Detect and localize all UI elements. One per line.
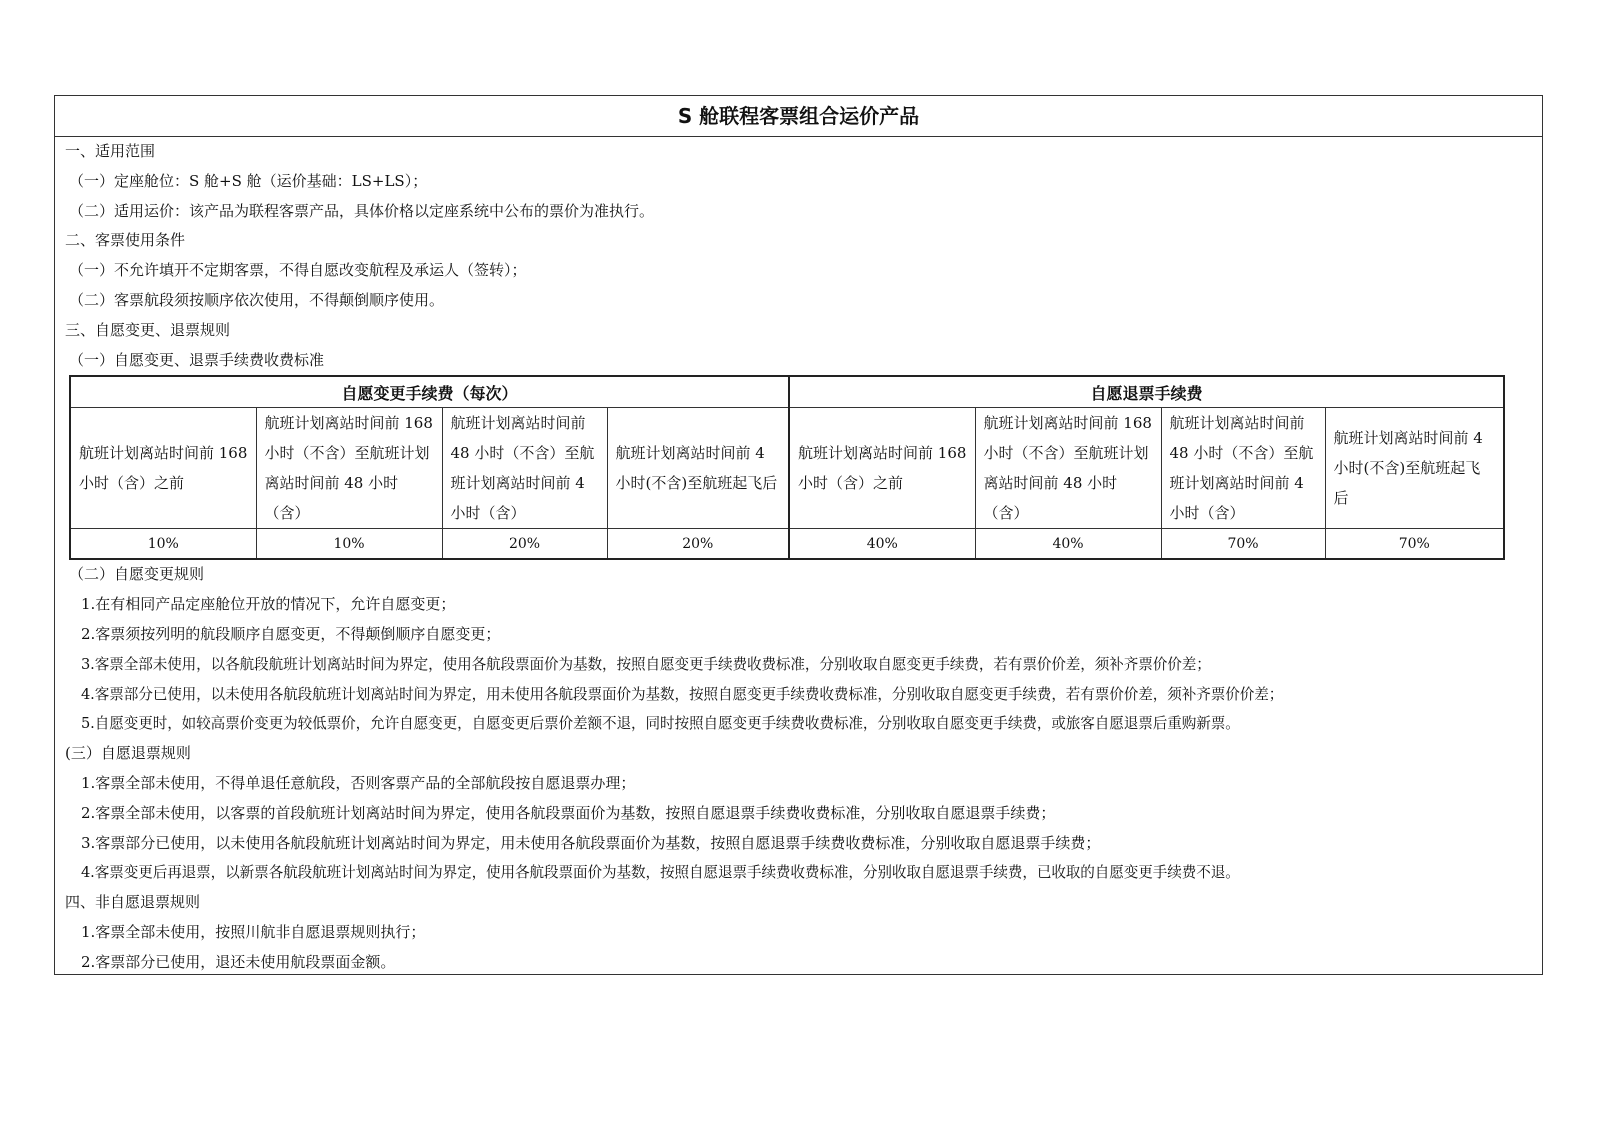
scope-item: （二）适用运价：该产品为联程客票产品，具体价格以定座系统中公布的票价为准执行。 [69, 201, 655, 220]
fee-rate-cell: 40% [789, 529, 975, 560]
fee-rate-cell: 70% [1161, 529, 1325, 560]
fee-condition-cell: 航班计划离站时间前 48 小时（不含）至航班计划离站时间前 4 小时（含） [1161, 408, 1325, 529]
refund-rule-item: 4.客票变更后再退票，以新票各航段航班计划离站时间为界定，使用各航段票面价为基数，按照自愿退票手续费收费标准，分别收取自愿退票手续费，已收取的自愿变更手续费不退。 [81, 864, 1240, 882]
scope-item: （一）定座舱位：S 舱+S 舱（运价基础：LS+LS）； [69, 171, 428, 190]
fare-product-document [54, 95, 1543, 975]
document-title: S 舱联程客票组合运价产品 [55, 96, 1542, 137]
change-rule-item: 3.客票全部未使用，以各航段航班计划离站时间为界定，使用各航段票面价为基数，按照自愿变更手续费收费标准，分别收取自愿变更手续费，若有票价价差，须补齐票价价差； [81, 655, 1211, 673]
section-heading-involuntary: 四、非自愿退票规则 [65, 893, 201, 912]
fee-condition-cell: 航班计划离站时间前 4 小时(不含)至航班起飞后 [607, 408, 789, 529]
refund-rule-item: 1.客票全部未使用，不得单退任意航段，否则客票产品的全部航段按自愿退票办理； [81, 773, 636, 792]
fee-rate-cell: 20% [442, 529, 607, 560]
fee-table [69, 375, 1505, 560]
section-heading-scope: 一、适用范围 [65, 142, 156, 160]
involuntary-rule-item: 1.客票全部未使用，按照川航非自愿退票规则执行； [81, 922, 426, 941]
condition-item: （一）不允许填开不定期客票，不得自愿改变航程及承运人（签转）； [69, 261, 527, 280]
fee-rate-cell: 20% [607, 529, 789, 560]
change-rule-item: 4.客票部分已使用，以未使用各航段航班计划离站时间为界定，用未使用各航段票面价为基数，按照自愿变更手续费收费标准，分别收取自愿变更手续费，若有票价价差，须补齐票价价差； [81, 685, 1284, 703]
change-fee-header: 自愿变更手续费（每次） [70, 376, 789, 408]
refund-rule-item: 3.客票部分已使用，以未使用各航段航班计划离站时间为界定，用未使用各航段票面价为基数，按照自愿退票手续费收费标准，分别收取自愿退票手续费； [81, 833, 1101, 852]
fee-condition-cell: 航班计划离站时间前 168 小时（不含）至航班计划离站时间前 48 小时（含） [975, 408, 1161, 529]
refund-rules-heading: (三）自愿退票规则 [65, 744, 191, 763]
refund-fee-header: 自愿退票手续费 [789, 376, 1504, 408]
fee-condition-cell: 航班计划离站时间前 168 小时（含）之前 [789, 408, 975, 529]
fee-condition-cell: 航班计划离站时间前 48 小时（不含）至航班计划离站时间前 4 小时（含） [442, 408, 607, 529]
change-rule-item: 2.客票须按列明的航段顺序自愿变更，不得颠倒顺序自愿变更； [81, 624, 501, 643]
fee-condition-cell: 航班计划离站时间前 168 小时（含）之前 [70, 408, 256, 529]
section-heading-conditions: 二、客票使用条件 [65, 231, 186, 250]
fee-rate-cell: 10% [70, 529, 256, 560]
change-rule-item: 5.自愿变更时，如较高票价变更为较低票价，允许自愿变更，自愿变更后票价差额不退，同时按照自愿变更手续费收费标准，分别收取自愿变更手续费，或旅客自愿退票后重购新票。 [81, 715, 1240, 733]
fee-condition-cell: 航班计划离站时间前 168 小时（不含）至航班计划离站时间前 48 小时（含） [256, 408, 442, 529]
fee-condition-cell: 航班计划离站时间前 4 小时(不含)至航班起飞后 [1325, 408, 1504, 529]
section-heading-rules: 三、自愿变更、退票规则 [65, 320, 231, 339]
change-rule-item: 1.在有相同产品定座舱位开放的情况下，允许自愿变更； [81, 595, 456, 614]
change-rules-heading: （二）自愿变更规则 [69, 565, 205, 584]
condition-item: （二）客票航段须按顺序依次使用，不得颠倒顺序使用。 [69, 290, 445, 309]
fee-rate-cell: 40% [975, 529, 1161, 560]
involuntary-rule-item: 2.客票部分已使用，退还未使用航段票面金额。 [81, 952, 396, 971]
refund-rule-item: 2.客票全部未使用，以客票的首段航班计划离站时间为界定，使用各航段票面价为基数，按照自愿退票手续费收费标准，分别收取自愿退票手续费； [81, 803, 1056, 822]
fee-standard-heading: （一）自愿变更、退票手续费收费标准 [69, 350, 325, 369]
fee-rate-cell: 70% [1325, 529, 1504, 560]
fee-rate-cell: 10% [256, 529, 442, 560]
